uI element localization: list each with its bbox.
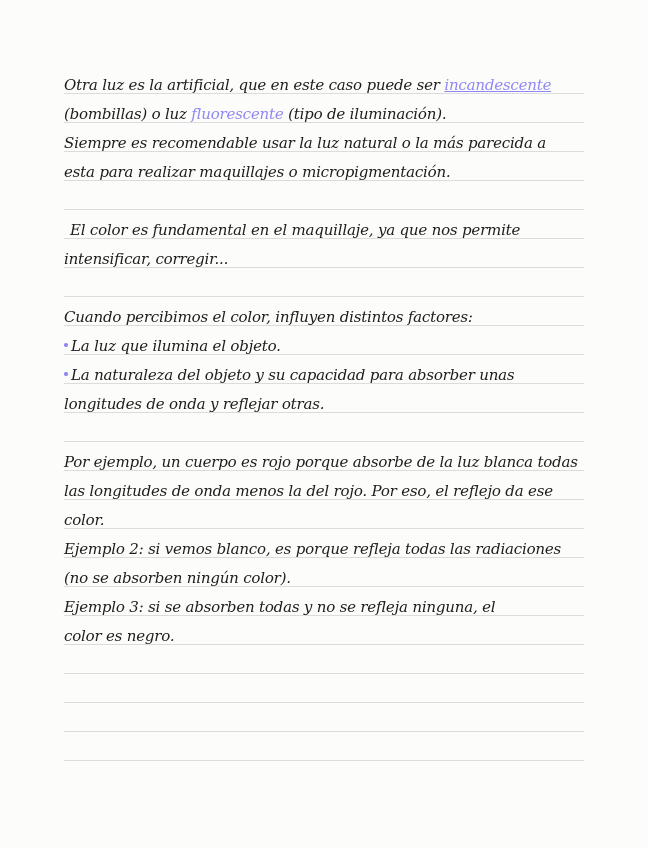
highlighted-word: fluorescente: [191, 105, 284, 123]
note-line: Ejemplo 2: si vemos blanco, es porque refleja todas las radiaciones: [64, 540, 562, 558]
bullet-item: [64, 336, 594, 356]
note-text: (bombillas) o luz: [64, 105, 192, 123]
note-line: (no se absorben ningún color).: [64, 569, 291, 587]
note-line: Cuando percibimos el color, influyen distintos factores:: [64, 308, 473, 326]
note-line: [64, 104, 594, 124]
ruled-line: [64, 441, 584, 442]
note-text: Otra luz es la artificial, que en este caso puede ser: [64, 76, 445, 94]
note-line: las longitudes de onda menos la del rojo. Por eso, el reflejo da ese: [64, 482, 553, 500]
ruled-line: [64, 673, 584, 674]
ruled-line: [64, 731, 584, 732]
bullet-dot-icon: [64, 343, 68, 347]
note-line: Por ejemplo, un cuerpo es rojo porque absorbe de la luz blanca todas: [64, 453, 578, 471]
highlighted-word: incandescente: [444, 76, 552, 94]
note-text: (tipo de iluminación).: [283, 105, 447, 123]
note-line: longitudes de onda y reflejar otras.: [64, 395, 325, 413]
bullet-text: La naturaleza del objeto y su capacidad para absorber unas: [71, 366, 515, 384]
bullet-dot-icon: [64, 372, 68, 376]
note-line: Ejemplo 3: si se absorben todas y no se refleja ninguna, el: [64, 598, 496, 616]
note-line: El color es fundamental en el maquillaje, ya que nos permite: [70, 221, 521, 239]
ruled-line: [64, 760, 584, 761]
ruled-line: [64, 209, 584, 210]
note-line: color es negro.: [64, 627, 175, 645]
note-line: intensificar, corregir...: [64, 250, 229, 268]
ruled-line: [64, 296, 584, 297]
note-line: esta para realizar maquillajes o micropigmentación.: [64, 163, 451, 181]
bullet-text: La luz que ilumina el objeto.: [71, 337, 281, 355]
note-line: Siempre es recomendable usar la luz natural o la más parecida a: [64, 134, 546, 152]
bullet-item: [64, 365, 594, 385]
ruled-line: [64, 702, 584, 703]
note-line: color.: [64, 511, 105, 529]
note-line: [64, 75, 594, 95]
